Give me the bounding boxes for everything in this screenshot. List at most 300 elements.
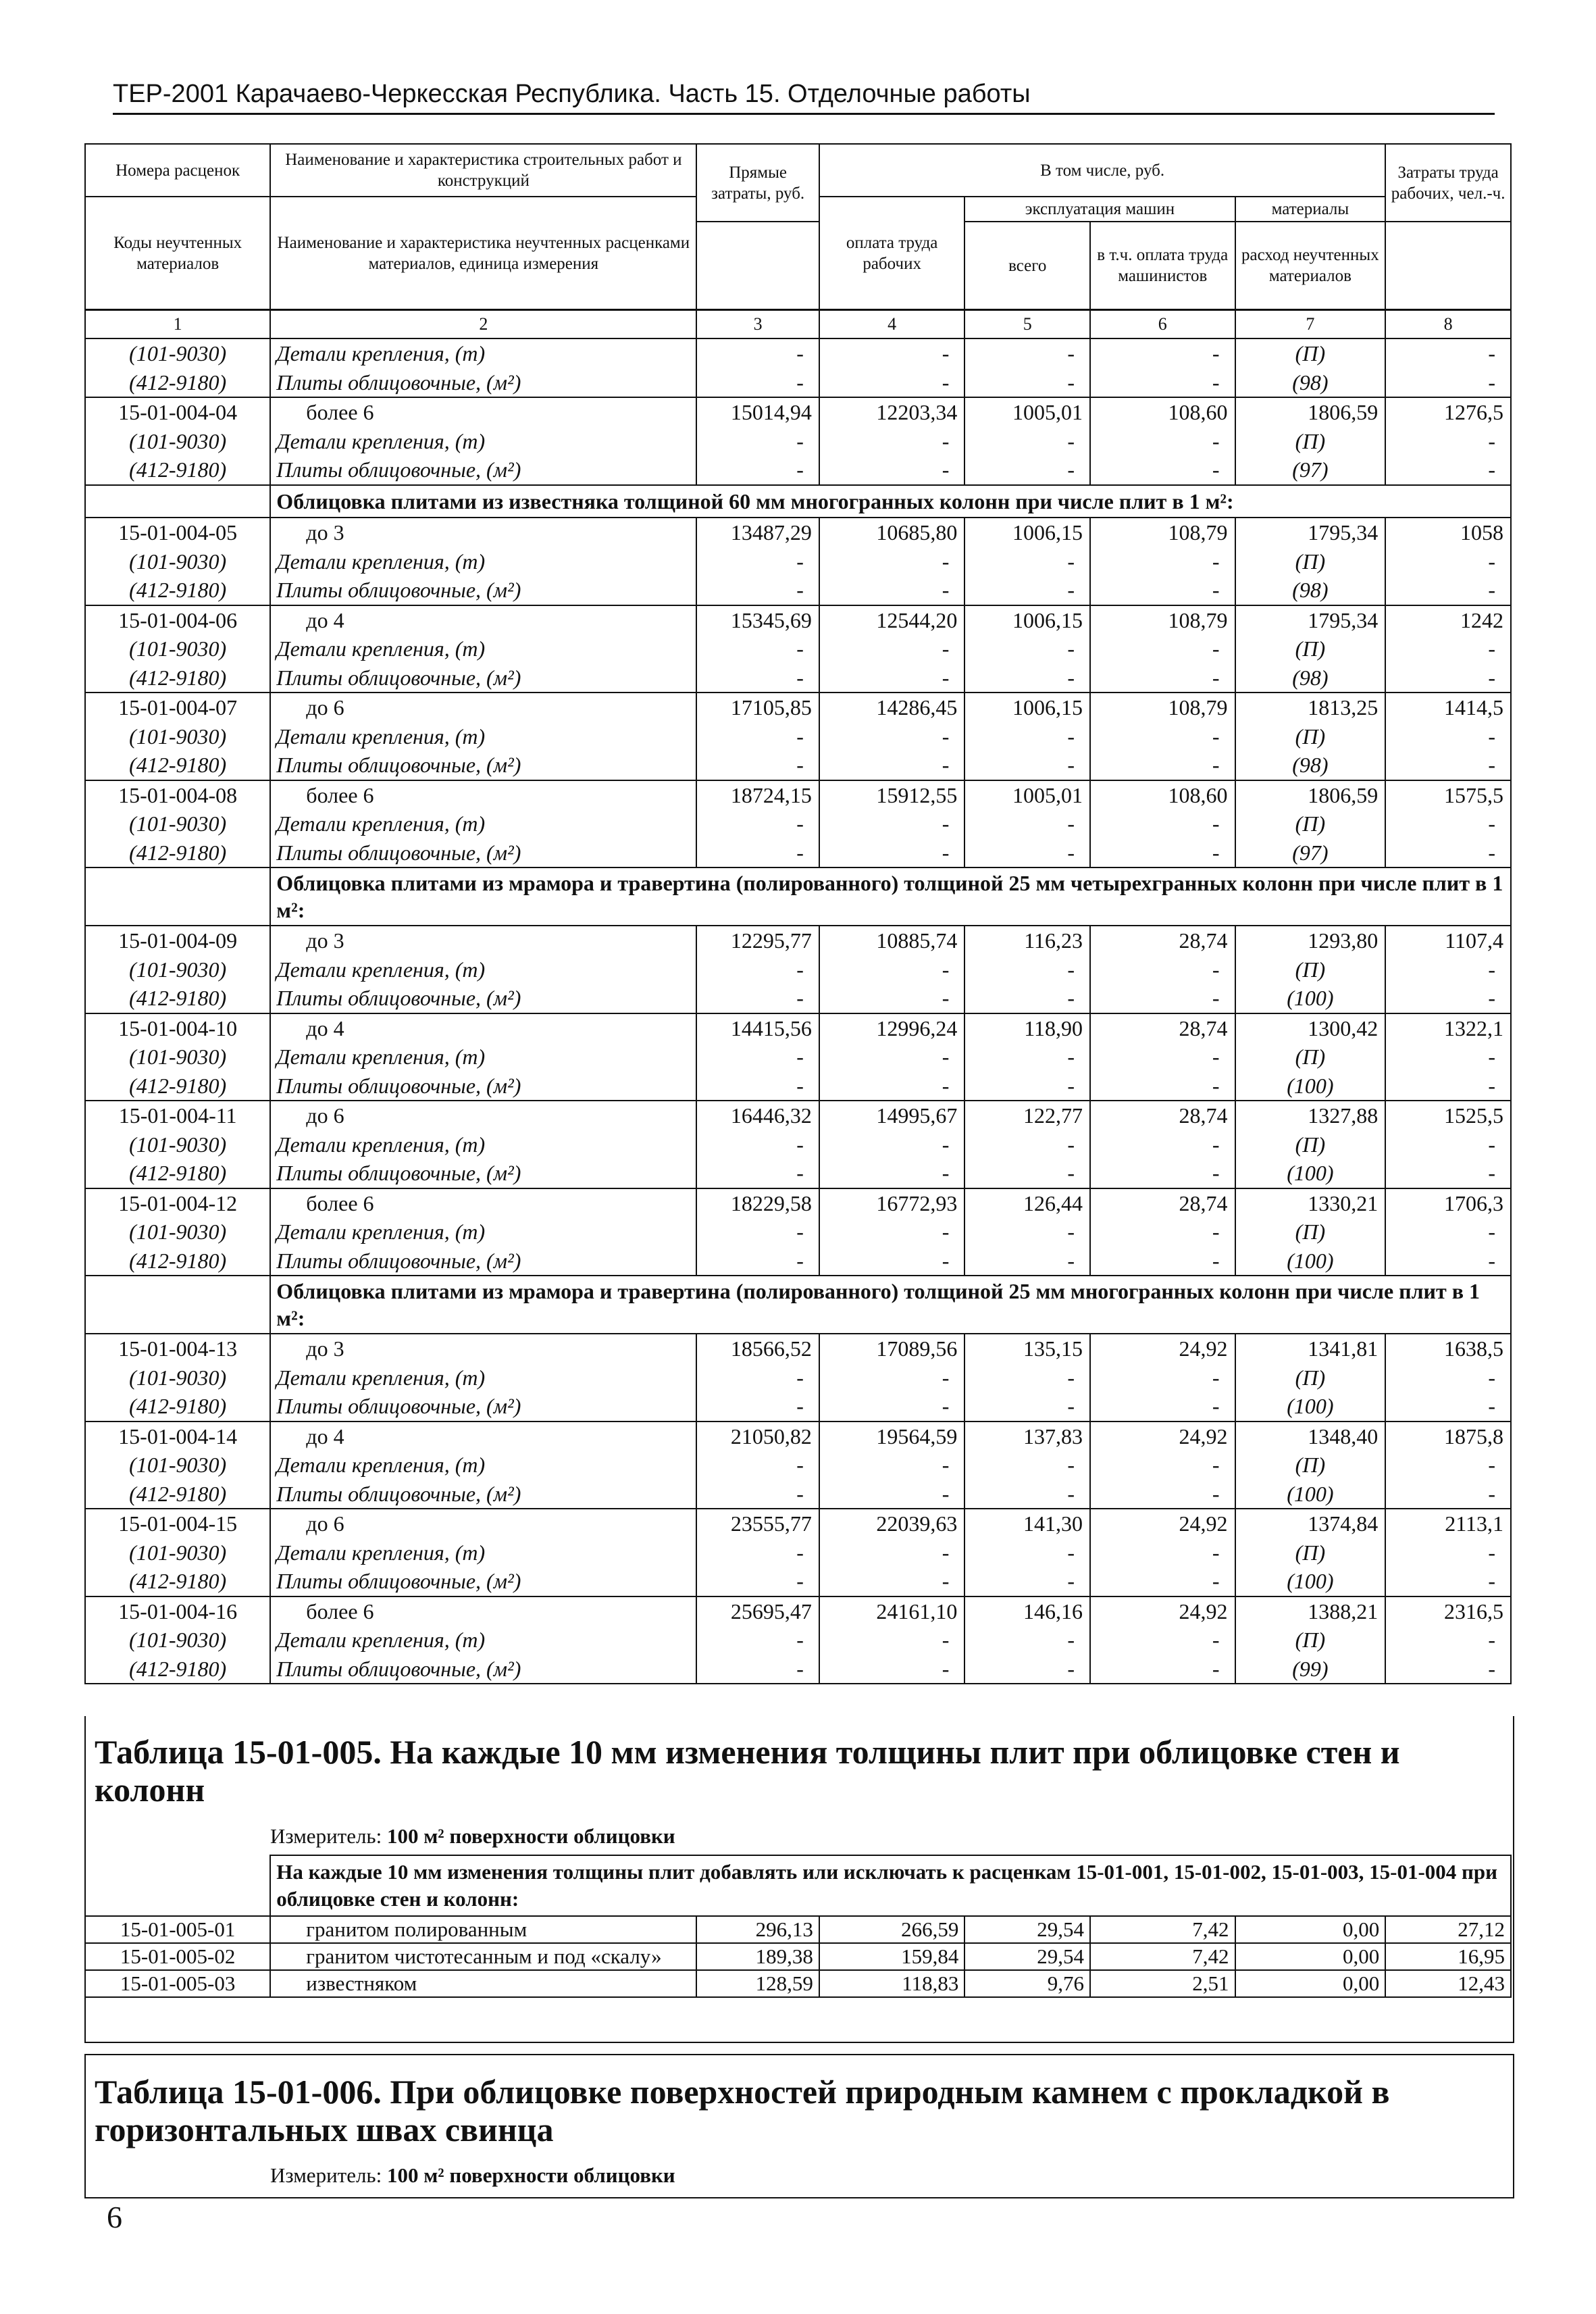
table-15-01-006-title: Таблица 15-01-006. При облицовке поверхностей природным камнем с прокладкой в горизонтальных швах свинца	[95, 2073, 1390, 2148]
dash-cell: -	[696, 427, 819, 456]
mat-cell: 0,00	[1235, 1943, 1386, 1970]
dash-cell: -	[964, 634, 1090, 663]
material-consumption: (98)	[1235, 576, 1386, 605]
materials-cost: 1341,81	[1235, 1334, 1386, 1363]
rate-row	[85, 397, 1511, 427]
rate-name: более 6	[270, 1188, 696, 1218]
machinist-pay: 24,92	[1090, 1334, 1235, 1363]
col-direct-header: Прямые затраты, руб.	[696, 144, 819, 222]
dash-cell: -	[1090, 1363, 1235, 1392]
rate-code: 15-01-004-13	[85, 1334, 270, 1363]
material-row	[85, 1451, 1511, 1480]
materials-cost: 1388,21	[1235, 1596, 1386, 1626]
colnum: 4	[819, 310, 965, 339]
machine-cost: 1005,01	[964, 397, 1090, 427]
dash-cell: -	[819, 1451, 965, 1480]
material-row	[85, 1072, 1511, 1101]
dash-cell: -	[1385, 751, 1511, 780]
material-code: (101-9030)	[85, 722, 270, 751]
material-code: (412-9180)	[85, 751, 270, 780]
dash-cell: -	[1385, 1247, 1511, 1276]
material-consumption: (100)	[1235, 1567, 1386, 1596]
rate-code: 15-01-004-14	[85, 1422, 270, 1451]
rate-row	[85, 1013, 1511, 1043]
dash-cell: -	[964, 1392, 1090, 1422]
rate-name: до 4	[270, 1422, 696, 1451]
material-consumption: (100)	[1235, 1159, 1386, 1188]
material-code: (101-9030)	[85, 955, 270, 984]
colnum: 6	[1090, 310, 1235, 339]
col-machines-header: эксплуатация машин	[964, 197, 1235, 222]
dash-cell: -	[964, 1480, 1090, 1509]
section-title: Облицовка плитами из мрамора и травертина (полированного) толщиной 25 мм многогранных колонн при числе плит в 1 м²:	[270, 1276, 1511, 1334]
labor-cost: 1575,5	[1385, 780, 1511, 810]
dash-cell: -	[964, 338, 1090, 368]
page-number: 6	[107, 2200, 122, 2234]
dash-cell: -	[1090, 838, 1235, 868]
worker-pay: 22039,63	[819, 1509, 965, 1538]
dash-cell: -	[1090, 1042, 1235, 1072]
material-name: Плиты облицовочные, (м²)	[270, 1655, 696, 1684]
material-code: (412-9180)	[85, 1072, 270, 1101]
section-header-row	[85, 485, 1511, 518]
dash-cell: -	[696, 634, 819, 663]
dash-cell: -	[964, 1451, 1090, 1480]
material-name: Детали крепления, (т)	[270, 722, 696, 751]
col-total-header: всего	[964, 222, 1090, 310]
rate-code: 15-01-005-01	[85, 1916, 270, 1943]
machine-cost: 116,23	[964, 926, 1090, 955]
machinist-pay: 28,74	[1090, 1188, 1235, 1218]
labor-cost: 2113,1	[1385, 1509, 1511, 1538]
labor-cost: 1875,8	[1385, 1422, 1511, 1451]
material-consumption: (П)	[1235, 722, 1386, 751]
machinist-pay: 108,60	[1090, 397, 1235, 427]
dash-cell: -	[819, 547, 965, 576]
machine-cost: 122,77	[964, 1101, 1090, 1130]
material-row	[85, 1567, 1511, 1596]
dash-cell: -	[1090, 368, 1235, 398]
dash-cell: -	[964, 1072, 1090, 1101]
material-code: (412-9180)	[85, 455, 270, 485]
dash-cell: -	[696, 1363, 819, 1392]
dash-cell: -	[819, 1130, 965, 1159]
material-row	[85, 547, 1511, 576]
material-consumption: (П)	[1235, 809, 1386, 838]
material-row	[85, 427, 1511, 456]
rate-code: 15-01-004-05	[85, 518, 270, 547]
dash-cell: -	[696, 1392, 819, 1422]
dash-cell: -	[819, 955, 965, 984]
col-consumption-header: расход неучтенных материалов	[1235, 222, 1386, 310]
rate-code: 15-01-004-04	[85, 397, 270, 427]
materials-cost: 1327,88	[1235, 1101, 1386, 1130]
rate-name: до 6	[270, 693, 696, 722]
section-header-row	[85, 867, 1511, 926]
dash-cell: -	[696, 455, 819, 485]
machine-cost: 1006,15	[964, 605, 1090, 635]
material-row	[85, 1217, 1511, 1247]
dash-cell: -	[964, 1217, 1090, 1247]
labor-cell: 16,95	[1385, 1943, 1511, 1970]
material-code: (101-9030)	[85, 1217, 270, 1247]
dash-cell: -	[1090, 1538, 1235, 1567]
rate-row	[85, 693, 1511, 722]
rate-name: до 3	[270, 1334, 696, 1363]
rate-name: до 6	[270, 1101, 696, 1130]
worker-pay: 12203,34	[819, 397, 965, 427]
direct-cell: 189,38	[696, 1943, 819, 1970]
dash-cell: -	[819, 751, 965, 780]
dash-cell: -	[964, 751, 1090, 780]
dash-cell: -	[964, 984, 1090, 1013]
dash-cell: -	[819, 1392, 965, 1422]
rate-name: до 3	[270, 926, 696, 955]
materials-cost: 1348,40	[1235, 1422, 1386, 1451]
worker-pay: 16772,93	[819, 1188, 965, 1218]
rate-row	[85, 1101, 1511, 1130]
rate-code: 15-01-004-12	[85, 1188, 270, 1218]
dash-cell: -	[819, 455, 965, 485]
material-row	[85, 634, 1511, 663]
dash-cell: -	[696, 1567, 819, 1596]
material-name: Плиты облицовочные, (м²)	[270, 663, 696, 693]
dash-cell: -	[964, 809, 1090, 838]
worker-pay: 14995,67	[819, 1101, 965, 1130]
material-name: Плиты облицовочные, (м²)	[270, 838, 696, 868]
rate-name: более 6	[270, 1596, 696, 1626]
dash-cell: -	[1385, 1451, 1511, 1480]
rate-code: 15-01-005-03	[85, 1970, 270, 1997]
dash-cell: -	[964, 455, 1090, 485]
machine-cost: 118,90	[964, 1013, 1090, 1043]
colnum: 8	[1385, 310, 1511, 339]
dash-cell: -	[1090, 1072, 1235, 1101]
dash-cell: -	[1090, 1392, 1235, 1422]
material-consumption: (П)	[1235, 1363, 1386, 1392]
material-name: Детали крепления, (т)	[270, 547, 696, 576]
dash-cell: -	[1090, 751, 1235, 780]
meter-label: Измеритель:	[270, 1824, 382, 1848]
labor-cell: 12,43	[1385, 1970, 1511, 1997]
labor-cost: 1525,5	[1385, 1101, 1511, 1130]
material-row	[85, 1655, 1511, 1684]
dash-cell: -	[1090, 338, 1235, 368]
t005-row	[85, 1916, 1511, 1943]
material-row	[85, 1392, 1511, 1422]
dash-cell: -	[1385, 955, 1511, 984]
section-title: Облицовка плитами из мрамора и травертина (полированного) толщиной 25 мм четырехгранных колонн при числе плит в 1 м²:	[270, 867, 1511, 926]
rate-row	[85, 1188, 1511, 1218]
dash-cell: -	[1090, 1159, 1235, 1188]
dash-cell: -	[1090, 576, 1235, 605]
materials-cost: 1330,21	[1235, 1188, 1386, 1218]
dash-cell: -	[1385, 368, 1511, 398]
labor-cost: 1706,3	[1385, 1188, 1511, 1218]
material-code: (412-9180)	[85, 1159, 270, 1188]
dash-cell: -	[1385, 1480, 1511, 1509]
materials-cost: 1813,25	[1235, 693, 1386, 722]
dash-cell: -	[819, 1247, 965, 1276]
dash-cell: -	[696, 809, 819, 838]
dash-cell: -	[696, 1217, 819, 1247]
material-name: Плиты облицовочные, (м²)	[270, 576, 696, 605]
dash-cell: -	[819, 1159, 965, 1188]
dash-cell: -	[1090, 955, 1235, 984]
material-consumption: (100)	[1235, 1392, 1386, 1422]
colnum: 7	[1235, 310, 1386, 339]
pay-cell: 159,84	[819, 1943, 965, 1970]
material-code: (101-9030)	[85, 1042, 270, 1072]
material-row	[85, 1363, 1511, 1392]
material-name: Плиты облицовочные, (м²)	[270, 751, 696, 780]
dash-cell: -	[1385, 338, 1511, 368]
machinist-pay: 108,60	[1090, 780, 1235, 810]
rate-name: до 3	[270, 518, 696, 547]
materials-cost: 1293,80	[1235, 926, 1386, 955]
meter-value: 100 м² поверхности облицовки	[386, 2163, 675, 2187]
table-15-01-005	[84, 1855, 1512, 1998]
dash-cell: -	[964, 663, 1090, 693]
dash-cell: -	[1385, 809, 1511, 838]
rate-name: более 6	[270, 397, 696, 427]
dash-cell: -	[1385, 1217, 1511, 1247]
machinist-pay: 28,74	[1090, 1013, 1235, 1043]
rate-row	[85, 1334, 1511, 1363]
mat-cell: 0,00	[1235, 1916, 1386, 1943]
material-code: (101-9030)	[85, 1538, 270, 1567]
material-code: (101-9030)	[85, 427, 270, 456]
labor-cost: 1058	[1385, 518, 1511, 547]
rate-code: 15-01-004-15	[85, 1509, 270, 1538]
dash-cell: -	[1090, 1217, 1235, 1247]
material-code: (101-9030)	[85, 338, 270, 368]
material-row	[85, 1159, 1511, 1188]
machine-cost: 137,83	[964, 1422, 1090, 1451]
material-name: Детали крепления, (т)	[270, 1130, 696, 1159]
material-consumption: (97)	[1235, 838, 1386, 868]
dash-cell: -	[1385, 1159, 1511, 1188]
mach-cell: 9,76	[964, 1970, 1090, 1997]
dash-cell: -	[1090, 1451, 1235, 1480]
rate-code: 15-01-005-02	[85, 1943, 270, 1970]
material-consumption: (100)	[1235, 1480, 1386, 1509]
direct-cost: 15345,69	[696, 605, 819, 635]
dash-cell: -	[1090, 1130, 1235, 1159]
col-direct-sub	[696, 222, 819, 310]
rate-code: 15-01-004-11	[85, 1101, 270, 1130]
rate-row	[85, 780, 1511, 810]
dash-cell: -	[1385, 1072, 1511, 1101]
material-code: (412-9180)	[85, 576, 270, 605]
material-consumption: (100)	[1235, 1247, 1386, 1276]
material-consumption: (99)	[1235, 1655, 1386, 1684]
col-labor-sub	[1385, 222, 1511, 310]
material-row	[85, 576, 1511, 605]
rate-name: гранитом чистотесанным и под «скалу»	[270, 1943, 696, 1970]
material-code: (101-9030)	[85, 1451, 270, 1480]
table-15-01-005-title: Таблица 15-01-005. На каждые 10 мм изменения толщины плит при облицовке стен и колонн	[95, 1733, 1400, 1809]
pay-cell: 118,83	[819, 1970, 965, 1997]
worker-pay: 12996,24	[819, 1013, 965, 1043]
dash-cell: -	[964, 1626, 1090, 1655]
dash-cell: -	[1090, 427, 1235, 456]
dash-cell: -	[1385, 1655, 1511, 1684]
rate-row	[85, 1596, 1511, 1626]
material-consumption: (П)	[1235, 1538, 1386, 1567]
pay-cell: 266,59	[819, 1916, 965, 1943]
dash-cell: -	[1385, 984, 1511, 1013]
materials-cost: 1795,34	[1235, 605, 1386, 635]
col-incl-pay-header: в т.ч. оплата труда машинистов	[1090, 222, 1235, 310]
dash-cell: -	[819, 809, 965, 838]
material-row	[85, 1247, 1511, 1276]
material-consumption: (П)	[1235, 634, 1386, 663]
meter-label: Измеритель:	[270, 2163, 382, 2187]
material-row	[85, 455, 1511, 485]
dash-cell: -	[964, 722, 1090, 751]
direct-cost: 12295,77	[696, 926, 819, 955]
material-consumption: (100)	[1235, 1072, 1386, 1101]
material-row	[85, 751, 1511, 780]
dash-cell: -	[1385, 1626, 1511, 1655]
dash-cell: -	[1385, 1363, 1511, 1392]
material-name: Плиты облицовочные, (м²)	[270, 984, 696, 1013]
material-name: Детали крепления, (т)	[270, 1538, 696, 1567]
dash-cell: -	[964, 368, 1090, 398]
dash-cell: -	[1090, 634, 1235, 663]
material-consumption: (98)	[1235, 368, 1386, 398]
material-row	[85, 1130, 1511, 1159]
meter-value: 100 м² поверхности облицовки	[386, 1824, 675, 1848]
dash-cell: -	[1385, 1042, 1511, 1072]
dash-cell: -	[1385, 576, 1511, 605]
dash-cell: -	[696, 1451, 819, 1480]
material-consumption: (П)	[1235, 1130, 1386, 1159]
machine-cost: 126,44	[964, 1188, 1090, 1218]
dash-cell: -	[696, 547, 819, 576]
material-code: (101-9030)	[85, 1363, 270, 1392]
section-spacer	[85, 485, 270, 518]
rate-name: более 6	[270, 780, 696, 810]
material-name: Детали крепления, (т)	[270, 1217, 696, 1247]
dash-cell: -	[696, 1655, 819, 1684]
material-name: Плиты облицовочные, (м²)	[270, 1480, 696, 1509]
worker-pay: 17089,56	[819, 1334, 965, 1363]
direct-cost: 16446,32	[696, 1101, 819, 1130]
colnum: 3	[696, 310, 819, 339]
materials-cost: 1795,34	[1235, 518, 1386, 547]
dash-cell: -	[1385, 1392, 1511, 1422]
machinist-pay: 108,79	[1090, 518, 1235, 547]
dash-cell: -	[696, 984, 819, 1013]
dash-cell: -	[819, 338, 965, 368]
material-row	[85, 1538, 1511, 1567]
dash-cell: -	[819, 634, 965, 663]
direct-cost: 23555,77	[696, 1509, 819, 1538]
dash-cell: -	[964, 1567, 1090, 1596]
material-code: (412-9180)	[85, 1480, 270, 1509]
worker-pay: 14286,45	[819, 693, 965, 722]
material-consumption: (П)	[1235, 338, 1386, 368]
material-code: (412-9180)	[85, 1392, 270, 1422]
col-numbers-header: Номера расценок	[85, 144, 270, 197]
machine-cost: 135,15	[964, 1334, 1090, 1363]
dash-cell: -	[1090, 547, 1235, 576]
dash-cell: -	[964, 1247, 1090, 1276]
material-row	[85, 1626, 1511, 1655]
dash-cell: -	[1090, 984, 1235, 1013]
rate-name: до 6	[270, 1509, 696, 1538]
material-row	[85, 984, 1511, 1013]
col-materials-header: материалы	[1235, 197, 1386, 222]
rate-row	[85, 1509, 1511, 1538]
dash-cell: -	[819, 1655, 965, 1684]
material-name: Плиты облицовочные, (м²)	[270, 1567, 696, 1596]
material-row	[85, 809, 1511, 838]
dash-cell: -	[964, 1655, 1090, 1684]
direct-cost: 14415,56	[696, 1013, 819, 1043]
material-code: (101-9030)	[85, 1626, 270, 1655]
dash-cell: -	[696, 751, 819, 780]
labor-cost: 1638,5	[1385, 1334, 1511, 1363]
rate-code: 15-01-004-06	[85, 605, 270, 635]
material-code: (412-9180)	[85, 368, 270, 398]
labor-cost: 1107,4	[1385, 926, 1511, 955]
worker-pay: 24161,10	[819, 1596, 965, 1626]
material-consumption: (97)	[1235, 455, 1386, 485]
dash-cell: -	[1385, 722, 1511, 751]
dash-cell: -	[696, 955, 819, 984]
material-consumption: (98)	[1235, 663, 1386, 693]
material-consumption: (П)	[1235, 955, 1386, 984]
rate-name: известняком	[270, 1970, 696, 1997]
direct-cost: 21050,82	[696, 1422, 819, 1451]
dash-cell: -	[964, 838, 1090, 868]
rate-row	[85, 1422, 1511, 1451]
mach_pay-cell: 2,51	[1090, 1970, 1235, 1997]
mach-cell: 29,54	[964, 1916, 1090, 1943]
labor-cost: 1276,5	[1385, 397, 1511, 427]
dash-cell: -	[1090, 455, 1235, 485]
col-name2-header: Наименование и характеристика неучтенных расценками материалов, единица измерения	[270, 197, 696, 310]
machine-cost: 1005,01	[964, 780, 1090, 810]
material-name: Плиты облицовочные, (м²)	[270, 1072, 696, 1101]
dash-cell: -	[964, 955, 1090, 984]
dash-cell: -	[1090, 722, 1235, 751]
material-code: (101-9030)	[85, 547, 270, 576]
rate-code: 15-01-004-09	[85, 926, 270, 955]
worker-pay: 10885,74	[819, 926, 965, 955]
material-name: Детали крепления, (т)	[270, 427, 696, 456]
direct-cost: 25695,47	[696, 1596, 819, 1626]
dash-cell: -	[696, 368, 819, 398]
material-name: Плиты облицовочные, (м²)	[270, 368, 696, 398]
section-header-row	[85, 1276, 1511, 1334]
labor-cost: 1242	[1385, 605, 1511, 635]
material-consumption: (П)	[1235, 1451, 1386, 1480]
dash-cell: -	[1385, 1130, 1511, 1159]
t006-meter	[270, 2163, 675, 2188]
labor-cell: 27,12	[1385, 1916, 1511, 1943]
worker-pay: 15912,55	[819, 780, 965, 810]
dash-cell: -	[819, 1626, 965, 1655]
material-name: Плиты облицовочные, (м²)	[270, 1392, 696, 1422]
dash-cell: -	[1385, 838, 1511, 868]
machinist-pay: 28,74	[1090, 1101, 1235, 1130]
worker-pay: 10685,80	[819, 518, 965, 547]
materials-cost: 1806,59	[1235, 780, 1386, 810]
